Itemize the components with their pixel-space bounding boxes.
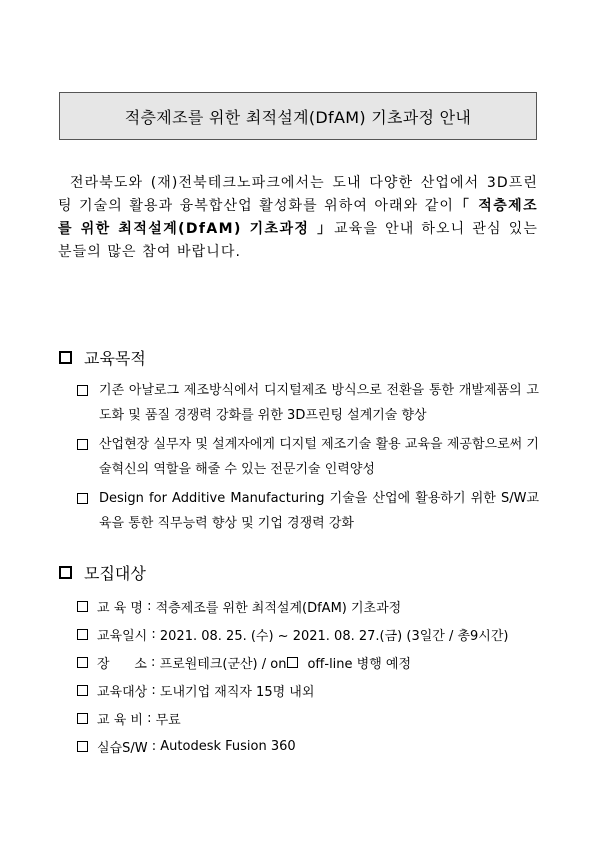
info-value: 프로원테크(군산) / on (159, 656, 287, 672)
info-label: 실습S/W (97, 740, 148, 756)
list-item-text: Design for Additive Manufacturing 기술을 산업에 활용하기 위한 S/W교육을 통한 직무능력 향상 및 기업 경쟁력 강화 (99, 491, 539, 531)
square-bullet-icon (77, 629, 88, 640)
list-item (77, 378, 539, 428)
info-value: Autodesk Fusion 360 (160, 738, 296, 754)
info-value: 도내기업 재직자 15명 내외 (159, 684, 315, 700)
list-item (77, 432, 539, 482)
info-value-end: off-line 병행 예정 (307, 656, 412, 672)
section-heading-recruit (59, 561, 146, 584)
square-bullet-icon (77, 439, 88, 450)
square-bullet-icon (77, 713, 88, 724)
list-item-text: 산업현장 실무자 및 설계자에게 디지털 제조기술 활용 교육을 제공함으로써 기술혁신의 역할을 해줄 수 있는 전문기술 인력양성 (99, 437, 539, 477)
page-title (59, 92, 537, 140)
intro-paragraph (58, 172, 538, 264)
info-label: 교 육 비 (97, 712, 143, 728)
info-row-target: 교육대상 : 도내기업 재직자 15명 내외 (77, 676, 539, 704)
square-bullet-icon (59, 566, 72, 579)
square-bullet-icon (77, 685, 88, 696)
section-heading-purpose (59, 346, 146, 369)
square-bullet-icon (77, 741, 88, 752)
section-title: 모집대상 (84, 564, 146, 583)
info-label: 교육대상 (97, 684, 148, 700)
square-bullet-icon (77, 601, 88, 612)
recruit-list (77, 592, 539, 760)
info-label: 교육일시 (97, 628, 148, 644)
info-label: 교 육 명 (97, 600, 143, 616)
list-item (77, 486, 539, 536)
square-bullet-icon (77, 493, 88, 504)
page-title-text: 적층제조를 위한 최적설계(DfAM) 기초과정 안내 (124, 107, 472, 127)
list-item-text: 기존 아날로그 제조방식에서 디지털제조 방식으로 전환을 통한 개발제품의 고도화 및 품질 경쟁력 강화를 위한 3D프린팅 설계기술 향상 (99, 383, 539, 423)
intro-text: 전라북도와 (재)전북테크노파크에서는 도내 다양한 산업에서 3D프린팅 기술의 활용과 융복합산업 활성화를 위하여 아래와 같이 (58, 175, 538, 214)
info-row-course-name: 교 육 명 : 적층제조를 위한 최적설계(DfAM) 기초과정 (77, 592, 539, 620)
info-row-schedule: 교육일시 : 2021. 08. 25. (수) ~ 2021. 08. 27.(금) (3일간 / 총9시간) (77, 620, 539, 648)
course-name-highlight: 「 적층제조를 위한 최적설계(DfAM) 기초과정 」 (58, 198, 538, 237)
intro-text-end: 교육을 안내 하오니 관심 있는 분들의 많은 참여 바랍니다. (58, 221, 538, 260)
section-title: 교육목적 (84, 349, 146, 368)
square-bullet-icon (77, 657, 88, 668)
info-value: 2021. 08. 25. (수) ~ 2021. 08. 27.(금) (3일간 / 총9시간) (159, 628, 509, 644)
purpose-list (77, 378, 539, 540)
square-bullet-icon (77, 385, 88, 396)
info-row-software: 실습S/W : Autodesk Fusion 360 (77, 732, 539, 760)
info-label: 장 소 (97, 656, 147, 672)
square-bullet-icon (59, 351, 72, 364)
info-value: 무료 (155, 712, 181, 728)
info-row-fee: 교 육 비 : 무료 (77, 704, 539, 732)
info-row-location: 장 소 : 프로원테크(군산) / on off-line 병행 예정 (77, 648, 539, 676)
square-placeholder-icon (287, 657, 298, 668)
info-value: 적층제조를 위한 최적설계(DfAM) 기초과정 (155, 600, 402, 616)
